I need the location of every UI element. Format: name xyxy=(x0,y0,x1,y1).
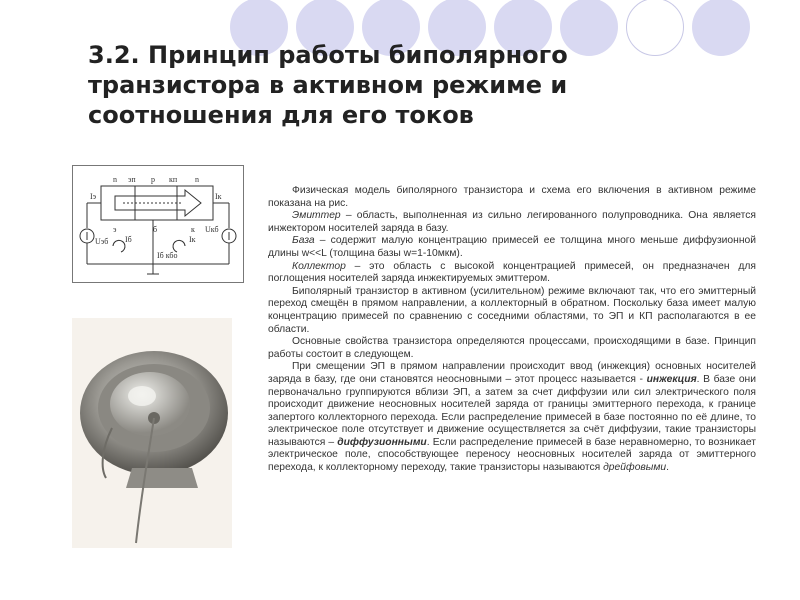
transistor-photo-icon xyxy=(72,318,232,548)
paragraph-text: . xyxy=(666,462,670,474)
paragraph-text: Биполярный транзистор в активном (усилительном) режиме включают так, что его эмиттерный переход смещён в прямом направлении, а коллекторный в обратном. Поскольку база имеет малую концентрацию примесей по сравнению с соседними областями, то ЭП и КП располагаются в ее области. xyxy=(268,285,756,335)
label-ie: Iэ xyxy=(90,192,97,201)
label-emitter: э xyxy=(113,225,117,234)
label-ueb: Uэб xyxy=(95,237,109,246)
decor-circle xyxy=(692,0,750,56)
emphasized-term: инжекция xyxy=(646,373,697,385)
label-n2: n xyxy=(195,175,199,184)
emphasized-term: Коллектор xyxy=(292,260,346,272)
emphasized-term: Эмиттер xyxy=(292,210,341,222)
transistor-schematic xyxy=(72,165,244,283)
label-n1: n xyxy=(113,175,117,184)
body-paragraph xyxy=(268,261,756,286)
label-ep: эп xyxy=(128,175,136,184)
emphasized-term: дрейфовыми xyxy=(603,462,667,474)
body-paragraph xyxy=(268,286,756,336)
paragraph-text: – содержит малую концентрацию примесей ее толщина много меньше диффузионной длины w<<L (толщина базы w=1-10мкм). xyxy=(268,235,756,259)
label-collector: к xyxy=(191,225,195,234)
emphasized-term: База xyxy=(292,235,315,247)
label-ik: Iк xyxy=(215,192,222,201)
paragraph-text: . Если распределение примесей в базе неравномерно, то возникает электрическое поле, способствующее переносу неосновных носителей заряда от эмиттерного перехода, к коллекторному переходу, такие транзисторы называются xyxy=(268,436,756,474)
emphasized-term: диффузионными xyxy=(337,436,427,448)
label-ik-small: Iк xyxy=(189,235,196,244)
label-ukb: Uкб xyxy=(205,225,219,234)
label-ibkbo: Iб кбо xyxy=(157,251,178,260)
paragraph-text: При смещении ЭП в прямом направлении происходит ввод (инжекция) основных носителей заряда в базу, где они становятся неосновными – этот процесс называется - xyxy=(268,361,756,385)
slide-title: 3.2. Принцип работы биполярного транзистора в активном режиме и соотношения для его токов xyxy=(88,41,568,129)
body-paragraph xyxy=(268,210,756,235)
body-paragraph xyxy=(268,235,756,260)
label-ib: Iб xyxy=(125,235,132,244)
label-p: p xyxy=(151,175,155,184)
label-base: б xyxy=(153,225,158,234)
paragraph-text: – это область с высокой концентрацией примесей, он предназначен для поглощения носителей заряда инжектируемых эмиттером. xyxy=(268,260,756,285)
paragraph-text: Физическая модель биполярного транзистора и схема его включения в активном режиме показана на рис. xyxy=(268,185,756,209)
emitter-loop-icon xyxy=(113,240,125,252)
schematic-diagram xyxy=(73,166,243,282)
label-kp: кп xyxy=(169,175,178,184)
body-paragraph xyxy=(268,336,756,361)
body-paragraph xyxy=(268,361,756,474)
paragraph-text: – область, выполненная из сильно легированного полупроводника. Она является инжектором носителей заряда в базу. xyxy=(268,210,756,234)
transistor-photo xyxy=(72,318,232,548)
body-paragraph xyxy=(268,185,756,210)
body-text xyxy=(268,185,756,475)
paragraph-text: . В базе они первоначально группируются вблизи ЭП, а затем за счет диффузии или сил электрического поля происходит движение неосновных носителей заряда от границы эмиттерного перехода, к границе запертого коллекторного перехода. Если распределение примесей в базе постоянно по её длине, то электрическое поле отсутствует и движение осуществляется за счёт диффузии, такие транзисторы называются – xyxy=(268,373,756,448)
paragraph-text: Основные свойства транзистора определяются процессами, происходящими в базе. Принцип работы состоит в следующем. xyxy=(268,336,756,360)
